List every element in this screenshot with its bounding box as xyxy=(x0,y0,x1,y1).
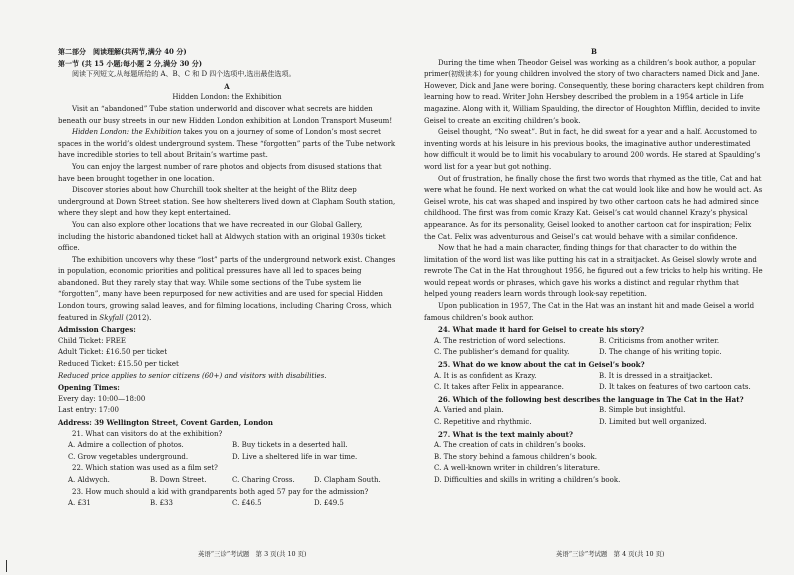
option[interactable]: D. Difficulties and skills in writing a children’s book. xyxy=(434,475,621,484)
paragraph xyxy=(58,255,396,325)
option[interactable]: B. Down Street. xyxy=(150,475,207,484)
question-26: 26. Which of the following best describes the language in The Cat in the Hat? xyxy=(438,394,744,404)
passage-letter-a: A xyxy=(224,81,230,91)
crop-mark xyxy=(6,560,7,572)
question-25-options xyxy=(424,382,764,394)
paragraph: You can also explore other locations that we have recreated in our Global Gallery, including the historic abandoned ticket hall at Aldwych station with an original 1930s ticket office. xyxy=(58,220,386,253)
skyfall-italic: Skyfall xyxy=(99,313,124,322)
option[interactable]: A. Aldwych. xyxy=(68,475,110,484)
option[interactable]: D. Clapham South. xyxy=(314,475,381,484)
question-23-options xyxy=(58,498,396,510)
option[interactable]: C. £46.5 xyxy=(232,499,262,508)
option[interactable]: A. Admire a collection of photos. xyxy=(68,441,184,450)
option[interactable]: D. Live a sheltered life in war time. xyxy=(232,452,358,461)
left-page xyxy=(58,46,396,510)
option[interactable]: C. Grow vegetables underground. xyxy=(68,452,189,461)
right-page-footer: 英语“三诊”考试题 第 4 页(共 10 页) xyxy=(556,550,665,558)
option[interactable]: B. £33 xyxy=(150,499,173,508)
question-22: 22. Which station was used as a film set? xyxy=(72,464,218,473)
paragraph: Now that he had a main character, finding things for that character to do within the limitation of the word list was like putting his cat in a straitjacket. As Geisel slowly wrote and rewrote The Cat in the Hat throughout 1956, he figured out a few tricks to help his writing. He would repeat words or phrases, which gave his works a distinct and regular rhythm that helped young readers learn words through look-say repetition. xyxy=(424,244,763,299)
option[interactable]: D. Limited but well organized. xyxy=(599,418,707,426)
admission-heading: Admission Charges: xyxy=(58,325,136,335)
option[interactable]: D. The change of his writing topic. xyxy=(599,348,722,357)
paragraph: Discover stories about how Churchill took shelter at the height of the Blitz deep underground at Down Street station. See how shelterers lived down at Clapham South station, where they slept and how they kept entertained. xyxy=(58,186,396,218)
last-entry: Last entry: 17:00 xyxy=(58,406,119,415)
option[interactable]: C. Charing Cross. xyxy=(232,475,295,484)
paragraph: Visit an “abandoned” Tube station underworld and discover what secrets are hidden beneath our busy streets in our new Hidden London exhibition at London Transport Museum! xyxy=(58,104,393,125)
paragraph: Out of frustration, he finally chose the first two words that rhymed as the title, Cat and hat were what he found. He next worked on what the cat would look like and how he would act. As Geisel wrote, his cat was shaped and inspired by two other cartoon cats he had admired since childhood. The first was from comic Krazy Kat. Geisel’s cat would channel Krazy’s physical appearance. As for its personality, Geisel looked to another cartoon cat for inspiration; Felix the Cat. Felix was adventurous and Geisel’s cat would behave with a similar confidence. xyxy=(424,174,763,241)
option[interactable]: B. Buy tickets in a deserted hall. xyxy=(232,441,348,450)
child-ticket: Child Ticket: FREE xyxy=(58,336,127,345)
question-21-options xyxy=(58,440,396,452)
address: Address: 39 Wellington Street, Covent Garden, London xyxy=(58,418,273,427)
passage-letter-b: B xyxy=(591,47,597,56)
question-27: 27. What is the text mainly about? xyxy=(438,429,573,439)
left-page-footer: 英语“三诊”考试题 第 3 页(共 10 页) xyxy=(198,550,307,558)
question-22-options xyxy=(58,475,396,487)
question-24-options xyxy=(424,347,764,359)
option[interactable]: A. £31 xyxy=(68,499,91,508)
question-23: 23. How much should a kid with grandparents both aged 57 pay for the admission? xyxy=(72,487,369,496)
question-24: 24. What made it hard for Geisel to create his story? xyxy=(438,325,645,335)
reduced-ticket: Reduced Ticket: £15.50 per ticket xyxy=(58,360,179,369)
option[interactable]: A. Varied and plain. xyxy=(434,406,504,415)
option[interactable]: B. Simple but insightful. xyxy=(599,406,686,415)
passage-title: Hidden London: the Exhibition xyxy=(172,93,282,102)
option[interactable]: A. The creation of cats in children’s books. xyxy=(434,441,586,450)
question-26-options xyxy=(424,417,764,429)
paragraph: Upon publication in 1957, The Cat in the Hat was an instant hit and made Geisel a world famous children’s book author. xyxy=(424,302,755,322)
question-26-options xyxy=(424,405,764,417)
option[interactable]: A. It is as confident as Krazy. xyxy=(434,371,537,380)
option[interactable]: C. Repetitive and rhythmic. xyxy=(434,418,532,426)
everyday-hours: Every day: 10:00—18:00 xyxy=(58,394,146,403)
instruction: 阅读下列短文,从每题所给的 A、B、C 和 D 四个选项中,选出最佳选项。 xyxy=(72,70,296,79)
option[interactable]: D. It takes on features of two cartoon cats. xyxy=(599,383,751,392)
reduced-note: Reduced price applies to senior citizens (60+) and visitors with disabilities. xyxy=(58,371,327,380)
question-21: 21. What can visitors do at the exhibition? xyxy=(72,429,223,438)
right-page xyxy=(424,46,764,487)
question-24-options xyxy=(424,336,764,348)
option[interactable]: B. Criticisms from another writer. xyxy=(599,336,720,345)
question-25-options xyxy=(424,371,764,383)
skyfall-year: (2012). xyxy=(125,313,152,322)
option[interactable]: D. £49.5 xyxy=(314,499,344,508)
paragraph xyxy=(58,127,396,162)
paragraph: You can enjoy the largest number of rare photos and objects from disused stations that have been brought together in one location. xyxy=(58,162,382,183)
option[interactable]: C. The publisher’s demand for quality. xyxy=(434,348,570,357)
paragraph-text: takes you on a journey of some of London’s most secret spaces in the world’s oldest underground system. These “forgotten” parts of the Tube network have incredible stories to tell about Britain’s wartime past. xyxy=(58,128,396,160)
option[interactable]: B. It is dressed in a straitjacket. xyxy=(599,371,713,380)
paragraph-text: The exhibition uncovers why these “lost” parts of the underground network exist. Changes in population, economic priorities and political pressures have all led to spaces being abandoned. But they rarely stay that way. While some sections of the Tube system lie “forgotten”, many have been repurposed for new activities and are used for special Hidden London tours, growing salad leaves, and for filming locations, including Charing Cross, which featured in xyxy=(58,255,396,322)
option[interactable]: A. The restriction of word selections. xyxy=(434,336,566,345)
question-25: 25. What do we know about the cat in Geisel’s book? xyxy=(438,360,645,370)
option[interactable]: B. The story behind a famous children’s book. xyxy=(434,452,598,461)
paragraph: Geisel thought, “No sweat”. But in fact, he did sweat for a year and a half. Accustomed to inventing words at his leisure in his previous books, the imaginative author underestimated how difficult it would be to limit his vocabulary to around 200 words. He stared at Spaulding’s word list for a year but got nothing. xyxy=(424,128,761,171)
opening-heading: Opening Times: xyxy=(58,383,120,393)
question-21-options xyxy=(58,452,396,464)
paragraph: During the time when Theodor Geisel was working as a children’s book author, a popular primer(初级读本) for young children involved the story of two characters named Dick and Jane. However, Dick and Jane were boring. Consequently, these boring characters kept children from learning how to read. Writer John Hersbey described the problem in a 1954 article in Life magazine. Along with it, William Spaulding, the director of Houghton Mifflin, decided to invite Geisel to create an exciting children’s book. xyxy=(424,58,764,125)
option[interactable]: C. A well-known writer in children’s literature. xyxy=(434,464,600,473)
option[interactable]: C. It takes after Felix in appearance. xyxy=(434,383,564,392)
section-title: 第二部分 阅读理解(共两节,满分 40 分) xyxy=(58,47,187,56)
exhibition-title-italic: Hidden London: the Exhibition xyxy=(72,128,182,137)
section-subtitle: 第一节 (共 15 小题;每小题 2 分,满分 30 分) xyxy=(58,58,203,68)
adult-ticket: Adult Ticket: £16.50 per ticket xyxy=(58,348,168,357)
